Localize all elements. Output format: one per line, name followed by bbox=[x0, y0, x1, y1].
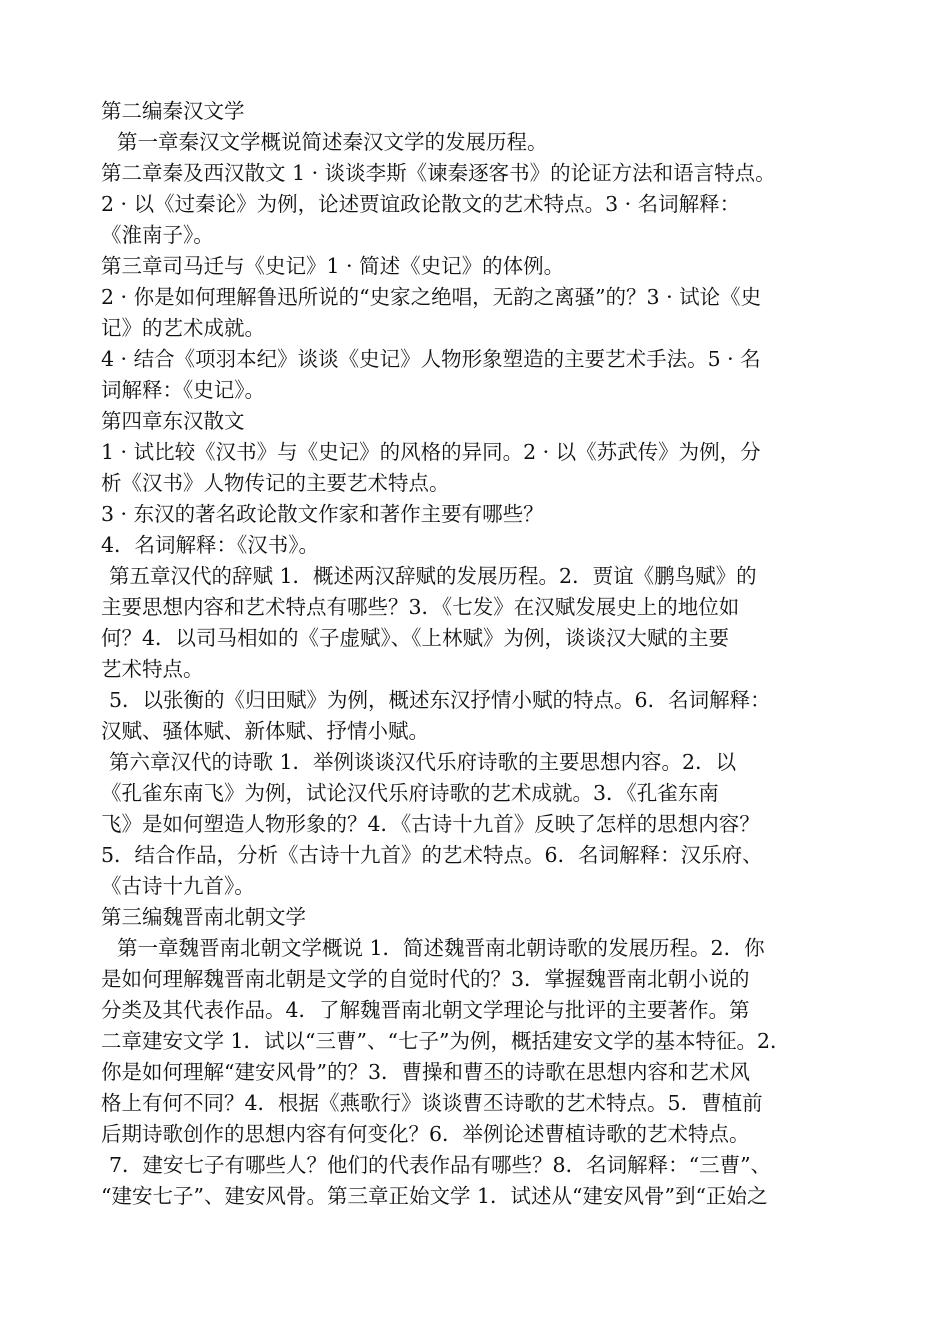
text-line: 二章建安文学 1．试以“三曹”、“七子”为例，概括建安文学的基本特征。2． bbox=[101, 1029, 791, 1053]
text-line: 第二章秦及西汉散文 1 · 谈谈李斯《谏秦逐客书》的论证方法和语言特点。 bbox=[101, 161, 776, 185]
text-line: 《古诗十九首》。 bbox=[101, 874, 255, 898]
text-line: 第一章秦汉文学概说简述秦汉文学的发展历程。 bbox=[117, 130, 548, 154]
text-line: 第一章魏晋南北朝文学概说 1．简述魏晋南北朝诗歌的发展历程。2．你 bbox=[117, 936, 765, 960]
text-line: 第三章司马迁与《史记》1 · 简述《史记》的体例。 bbox=[101, 254, 565, 278]
heading-part-two: 第二编秦汉文学 bbox=[101, 99, 245, 123]
text-line: 是如何理解魏晋南北朝是文学的自觉时代的？3．掌握魏晋南北朝小说的 bbox=[101, 967, 750, 991]
text-line: 格上有何不同？4．根据《燕歌行》谈谈曹丕诗歌的艺术特点。5．曹植前 bbox=[101, 1091, 763, 1115]
text-line: 何？4．以司马相如的《子虚赋》、《上林赋》为例，谈谈汉大赋的主要 bbox=[101, 626, 730, 650]
text-line: 第五章汉代的辞赋 1．概述两汉辞赋的发展历程。2．贾谊《鹏鸟赋》的 bbox=[109, 564, 757, 588]
text-line: 词解释：《史记》。 bbox=[101, 378, 265, 402]
text-line: 艺术特点。 bbox=[101, 657, 204, 681]
heading-part-three: 第三编魏晋南北朝文学 bbox=[101, 905, 306, 929]
text-line: 3 · 东汉的著名政论散文作家和著作主要有哪些？ bbox=[101, 502, 544, 526]
text-line: 飞》是如何塑造人物形象的？4．《古诗十九首》反映了怎样的思想内容？ bbox=[101, 812, 760, 836]
text-line: 记》的艺术成就。 bbox=[101, 316, 265, 340]
text-line: 4．名词解释：《汉书》。 bbox=[101, 533, 320, 557]
text-line: 第六章汉代的诗歌 1．举例谈谈汉代乐府诗歌的主要思想内容。2．以 bbox=[109, 750, 737, 774]
text-line: 2 · 以《过秦论》为例，论述贾谊政论散文的艺术特点。3 · 名词解释： bbox=[101, 192, 741, 216]
text-line: 1 · 试比较《汉书》与《史记》的风格的异同。2 · 以《苏武传》为例，分 bbox=[101, 440, 761, 464]
text-line: 析《汉书》人物传记的主要艺术特点。 bbox=[101, 471, 450, 495]
text-line: 5．以张衡的《归田赋》为例，概述东汉抒情小赋的特点。6．名词解释： bbox=[109, 688, 771, 712]
text-line: 分类及其代表作品。4．了解魏晋南北朝文学理论与批评的主要著作。第 bbox=[101, 998, 750, 1022]
text-line: 《淮南子》。 bbox=[101, 223, 214, 247]
text-line: 第四章东汉散文 bbox=[101, 409, 245, 433]
text-line: 2 · 你是如何理解鲁迅所说的“史家之绝唱，无韵之离骚”的？3 · 试论《史 bbox=[101, 285, 762, 309]
text-line: 7．建安七子有哪些人？他们的代表作品有哪些？8．名词解释：“三曹”、 bbox=[109, 1153, 772, 1177]
text-line: “建安七子”、建安风骨。第三章正始文学 1．试述从“建安风骨”到“正始之 bbox=[101, 1184, 768, 1208]
document-page bbox=[101, 96, 851, 1212]
text-line: 你是如何理解“建安风骨”的？3．曹操和曹丕的诗歌在思想内容和艺术风 bbox=[101, 1060, 751, 1084]
text-line: 后期诗歌创作的思想内容有何变化？6．举例论述曹植诗歌的艺术特点。 bbox=[101, 1122, 750, 1146]
text-line: 4 · 结合《项羽本纪》谈谈《史记》人物形象塑造的主要艺术手法。5 · 名 bbox=[101, 347, 761, 371]
text-line: 主要思想内容和艺术特点有哪些？3．《七发》在汉赋发展史上的地位如 bbox=[101, 595, 740, 619]
text-line: 5．结合作品，分析《古诗十九首》的艺术特点。6．名词解释：汉乐府、 bbox=[101, 843, 763, 867]
text-line: 《孔雀东南飞》为例，试论汉代乐府诗歌的艺术成就。3．《孔雀东南 bbox=[101, 781, 719, 805]
text-line: 汉赋、骚体赋、新体赋、抒情小赋。 bbox=[101, 719, 429, 743]
